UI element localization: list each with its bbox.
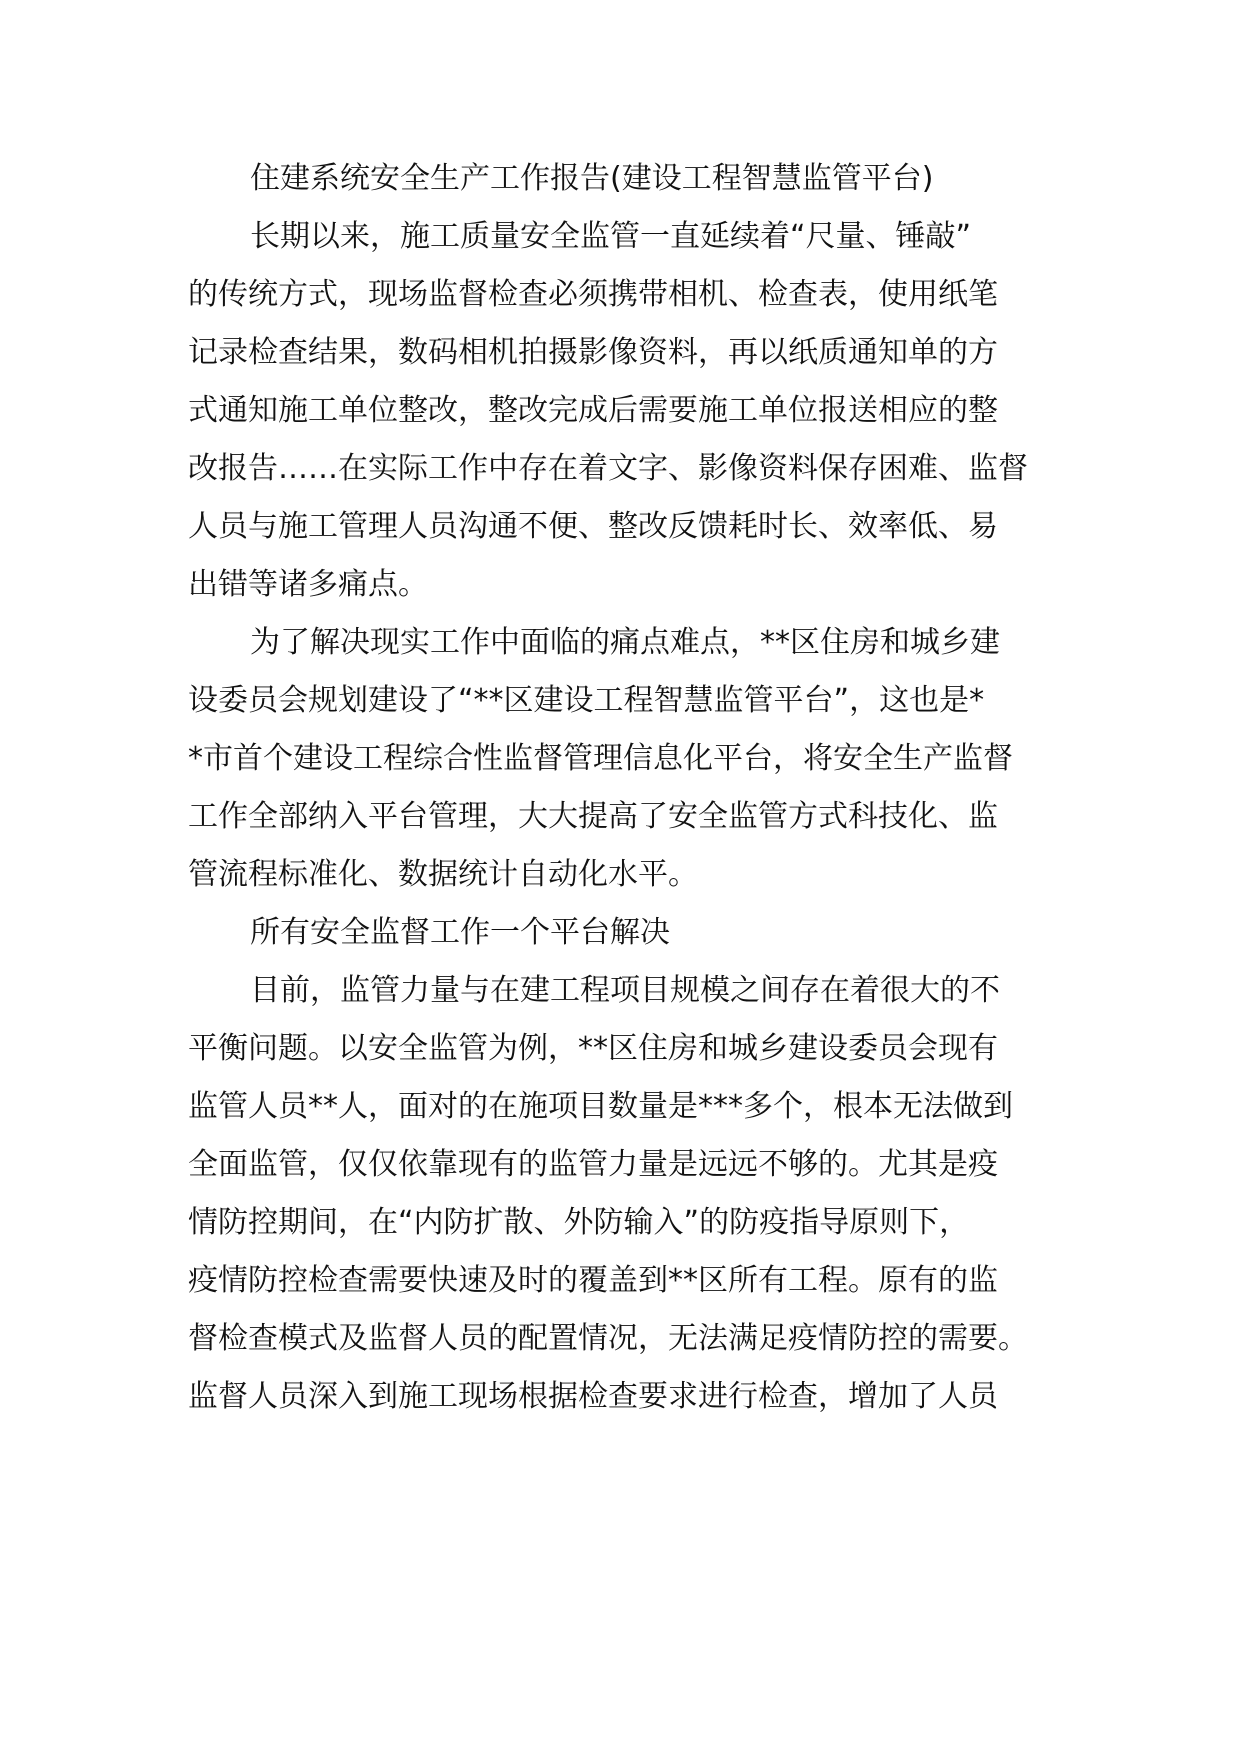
paragraph-line: *市首个建设工程综合性监督管理信息化平台，将安全生产监督 — [188, 741, 1013, 776]
paragraph-line: 疫情防控检查需要快速及时的覆盖到**区所有工程。原有的监 — [188, 1263, 998, 1298]
paragraph-line: 为了解决现实工作中面临的痛点难点，**区住房和城乡建 — [250, 625, 1000, 660]
paragraph-line: 改报告……在实际工作中存在着文字、影像资料保存困难、监督 — [188, 451, 1028, 486]
paragraph-line: 目前，监管力量与在建工程项目规模之间存在着很大的不 — [250, 973, 1000, 1008]
paragraph-line: 人员与施工管理人员沟通不便、整改反馈耗时长、效率低、易 — [188, 509, 998, 544]
paragraph-line: 情防控期间，在“内防扩散、外防输入”的防疫指导原则下， — [188, 1205, 970, 1240]
paragraph-line: 监管人员**人，面对的在施项目数量是***多个，根本无法做到 — [188, 1089, 1013, 1124]
paragraph-line: 全面监管，仅仅依靠现有的监管力量是远远不够的。尤其是疫 — [188, 1147, 998, 1182]
paragraph-line: 管流程标准化、数据统计自动化水平。 — [188, 857, 698, 892]
paragraph-line: 督检查模式及监督人员的配置情况，无法满足疫情防控的需要。 — [188, 1321, 1028, 1356]
paragraph-line: 的传统方式，现场监督检查必须携带相机、检查表，使用纸笔 — [188, 277, 998, 312]
paragraph-line: 式通知施工单位整改，整改完成后需要施工单位报送相应的整 — [188, 393, 998, 428]
paragraph-line: 工作全部纳入平台管理，大大提高了安全监管方式科技化、监 — [188, 799, 998, 834]
paragraph-line: 设委员会规划建设了“**区建设工程智慧监管平台”，这也是* — [188, 683, 985, 718]
paragraph-line: 记录检查结果，数码相机拍摄影像资料，再以纸质通知单的方 — [188, 335, 998, 370]
document-title: 住建系统安全生产工作报告(建设工程智慧监管平台) — [250, 161, 934, 196]
section-heading: 所有安全监督工作一个平台解决 — [250, 915, 670, 950]
paragraph-line: 长期以来，施工质量安全监管一直延续着“尺量、锤敲” — [250, 219, 972, 254]
paragraph-line: 出错等诸多痛点。 — [188, 567, 428, 602]
paragraph-line: 监督人员深入到施工现场根据检查要求进行检查，增加了人员 — [188, 1379, 998, 1414]
paragraph-line: 平衡问题。以安全监管为例，**区住房和城乡建设委员会现有 — [188, 1031, 998, 1066]
